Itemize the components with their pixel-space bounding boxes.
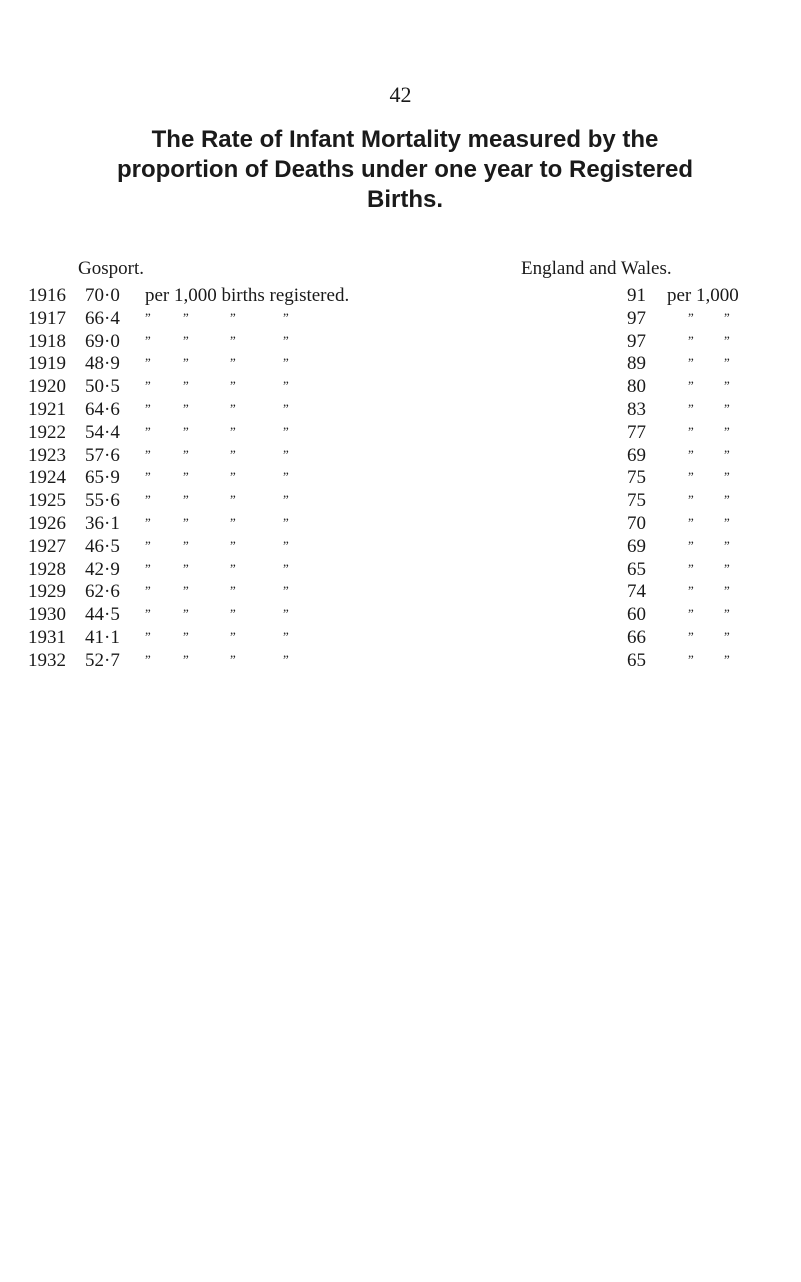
ditto-mark: ”: [724, 629, 731, 644]
ditto-mark: ”: [145, 469, 152, 485]
ditto-mark: ”: [688, 332, 695, 348]
gosport-rate-cell: 57·6: [85, 444, 120, 466]
ditto-mark: ”: [283, 469, 290, 485]
england-rate-cell: 75: [627, 490, 646, 512]
gosport-rate-cell: 62·6: [85, 581, 120, 603]
ditto-mark: ”: [230, 537, 237, 553]
ditto-mark: ”: [230, 332, 237, 348]
ditto-mark: ”: [183, 583, 190, 599]
ditto-mark: ”: [724, 378, 731, 394]
ditto-mark: ”: [145, 309, 152, 325]
ditto-mark: ”: [183, 355, 190, 371]
ditto-mark: ”: [724, 537, 731, 553]
gosport-rate-cell: 46·5: [85, 535, 120, 557]
ditto-mark: ”: [283, 515, 290, 530]
gosport-rate-cell: 44·5: [85, 604, 120, 626]
year-cell: 1922: [28, 421, 66, 443]
ditto-mark: ”: [283, 651, 290, 667]
ditto-mark: ”: [724, 515, 731, 530]
table-row: [0, 445, 801, 469]
ditto-mark: ”: [145, 560, 152, 576]
ditto-mark: ”: [283, 606, 290, 622]
year-cell: 1917: [28, 307, 66, 329]
year-cell: 1923: [28, 444, 66, 466]
ditto-mark: ”: [183, 492, 190, 508]
ditto-mark: ”: [145, 583, 152, 599]
ditto-mark: ”: [283, 332, 290, 348]
title-line-2: proportion of Deaths under one year to Registered: [116, 156, 694, 183]
england-rate-cell: 65: [627, 649, 646, 671]
gosport-rate-cell: 70·0: [85, 285, 120, 306]
england-rate-cell: 75: [627, 467, 646, 489]
year-cell: 1916: [28, 285, 66, 306]
ditto-mark: ”: [688, 309, 695, 325]
gosport-header: Gosport.: [78, 258, 144, 279]
table-row: [0, 490, 801, 514]
ditto-mark: ”: [688, 629, 695, 644]
page-number: 42: [389, 82, 412, 107]
year-cell: 1921: [28, 399, 66, 420]
ditto-mark: ”: [230, 309, 237, 325]
ditto-mark: ”: [283, 629, 290, 644]
table-row: [0, 285, 801, 309]
gosport-rate-cell: 65·9: [85, 467, 120, 489]
table-row: [0, 627, 801, 651]
ditto-mark: ”: [688, 515, 695, 530]
ditto-mark: ”: [183, 537, 190, 553]
ditto-mark: ”: [230, 492, 237, 508]
ditto-mark: ”: [230, 651, 237, 667]
england-rate-cell: 83: [627, 399, 646, 420]
ditto-mark: ”: [688, 378, 695, 394]
ditto-mark: ”: [145, 332, 152, 348]
ditto-mark: ”: [183, 606, 190, 622]
ditto-mark: ”: [145, 378, 152, 394]
ditto-mark: ”: [145, 492, 152, 508]
ditto-mark: ”: [724, 469, 731, 485]
england-rate-cell: 60: [627, 604, 646, 626]
title-line-1: The Rate of Infant Mortality measured by the: [151, 126, 659, 153]
ditto-mark: ”: [145, 401, 152, 416]
table-row: [0, 467, 801, 491]
table-row: [0, 536, 801, 560]
gosport-rate-cell: 55·6: [85, 490, 120, 512]
year-cell: 1926: [28, 513, 66, 534]
england-rate-cell: 69: [627, 535, 646, 557]
ditto-mark: ”: [283, 560, 290, 576]
table-row: [0, 308, 801, 332]
ditto-mark: ”: [230, 378, 237, 394]
ditto-mark: ”: [724, 606, 731, 622]
year-cell: 1925: [28, 490, 66, 512]
ditto-mark: ”: [145, 606, 152, 622]
ditto-mark: ”: [724, 355, 731, 371]
england-rate-cell: 66: [627, 627, 646, 648]
year-cell: 1919: [28, 353, 66, 375]
ditto-mark: ”: [688, 583, 695, 599]
ditto-mark: ”: [724, 492, 731, 508]
ditto-mark: ”: [688, 401, 695, 416]
ditto-mark: ”: [145, 515, 152, 530]
ditto-mark: ”: [183, 446, 190, 462]
ditto-mark: ”: [183, 401, 190, 416]
england-rate-cell: 74: [627, 581, 646, 603]
ditto-mark: ”: [724, 309, 731, 325]
year-cell: 1932: [28, 649, 66, 671]
year-cell: 1924: [28, 467, 66, 489]
ditto-mark: ”: [230, 583, 237, 599]
year-cell: 1929: [28, 581, 66, 603]
gosport-rate-cell: 54·4: [85, 421, 120, 443]
ditto-mark: ”: [283, 537, 290, 553]
table-row: [0, 650, 801, 674]
ditto-mark: ”: [283, 583, 290, 599]
ditto-mark: ”: [283, 378, 290, 394]
ditto-mark: ”: [283, 423, 290, 439]
ditto-mark: ”: [183, 560, 190, 576]
table-row: [0, 604, 801, 628]
ditto-mark: ”: [283, 401, 290, 416]
ditto-mark: ”: [724, 423, 731, 439]
gosport-rate-cell: 66·4: [85, 307, 120, 329]
england-wales-header: England and Wales.: [521, 258, 672, 279]
ditto-mark: ”: [283, 355, 290, 371]
ditto-mark: ”: [183, 469, 190, 485]
ditto-mark: ”: [724, 446, 731, 462]
page-title: [55, 125, 755, 215]
ditto-mark: ”: [230, 355, 237, 371]
ditto-mark: ”: [688, 492, 695, 508]
gosport-rate-cell: 42·9: [85, 558, 120, 580]
table-row: [0, 353, 801, 377]
ditto-mark: ”: [183, 515, 190, 530]
england-rate-cell: 80: [627, 376, 646, 398]
year-cell: 1930: [28, 604, 66, 626]
england-rate-cell: 97: [627, 330, 646, 352]
england-rate-cell: 70: [627, 513, 646, 534]
year-cell: 1928: [28, 558, 66, 580]
ditto-mark: ”: [230, 560, 237, 576]
ditto-mark: ”: [230, 629, 237, 644]
england-rate-cell: 97: [627, 307, 646, 329]
ditto-mark: ”: [688, 651, 695, 667]
ditto-mark: ”: [183, 309, 190, 325]
ditto-mark: ”: [230, 469, 237, 485]
title-line-3: Births.: [366, 186, 443, 213]
ditto-mark: ”: [283, 492, 290, 508]
gosport-unit-text: per 1,000 births registered.: [145, 285, 350, 306]
ditto-mark: ”: [230, 446, 237, 462]
table-row: [0, 331, 801, 355]
ditto-mark: ”: [183, 629, 190, 644]
ditto-mark: ”: [230, 401, 237, 416]
england-rate-cell: 65: [627, 558, 646, 580]
ditto-mark: ”: [688, 469, 695, 485]
ditto-mark: ”: [724, 651, 731, 667]
table-row: [0, 581, 801, 605]
ditto-mark: ”: [688, 537, 695, 553]
table-row: [0, 513, 801, 537]
ditto-mark: ”: [145, 446, 152, 462]
ditto-mark: ”: [283, 309, 290, 325]
gosport-rate-cell: 50·5: [85, 376, 120, 398]
gosport-rate-cell: 69·0: [85, 330, 120, 352]
ditto-mark: ”: [724, 401, 731, 416]
gosport-rate-cell: 48·9: [85, 353, 120, 375]
england-rate-cell: 89: [627, 353, 646, 375]
ditto-mark: ”: [183, 332, 190, 348]
ditto-mark: ”: [688, 355, 695, 371]
gosport-rate-cell: 41·1: [85, 627, 120, 648]
ditto-mark: ”: [183, 423, 190, 439]
ditto-mark: ”: [145, 355, 152, 371]
england-rate-cell: 91: [627, 285, 646, 306]
year-cell: 1931: [28, 627, 66, 648]
england-rate-cell: 69: [627, 444, 646, 466]
year-cell: 1920: [28, 376, 66, 398]
ditto-mark: ”: [145, 423, 152, 439]
ditto-mark: ”: [688, 606, 695, 622]
gosport-rate-cell: 52·7: [85, 649, 120, 671]
ditto-mark: ”: [230, 515, 237, 530]
ditto-mark: ”: [688, 423, 695, 439]
table-row: [0, 422, 801, 446]
ditto-mark: ”: [688, 446, 695, 462]
ditto-mark: ”: [724, 332, 731, 348]
table-row: [0, 399, 801, 423]
ditto-mark: ”: [230, 606, 237, 622]
ditto-mark: ”: [688, 560, 695, 576]
ditto-mark: ”: [724, 583, 731, 599]
ditto-mark: ”: [230, 423, 237, 439]
ditto-mark: ”: [283, 446, 290, 462]
year-cell: 1918: [28, 330, 66, 352]
table-row: [0, 559, 801, 583]
england-rate-cell: 77: [627, 421, 646, 443]
england-unit-text: per 1,000: [667, 285, 739, 306]
ditto-mark: ”: [183, 378, 190, 394]
gosport-rate-cell: 64·6: [85, 399, 120, 420]
ditto-mark: ”: [724, 560, 731, 576]
table-row: [0, 376, 801, 400]
ditto-mark: ”: [145, 629, 152, 644]
year-cell: 1927: [28, 535, 66, 557]
ditto-mark: ”: [183, 651, 190, 667]
ditto-mark: ”: [145, 537, 152, 553]
ditto-mark: ”: [145, 651, 152, 667]
gosport-rate-cell: 36·1: [85, 513, 120, 534]
